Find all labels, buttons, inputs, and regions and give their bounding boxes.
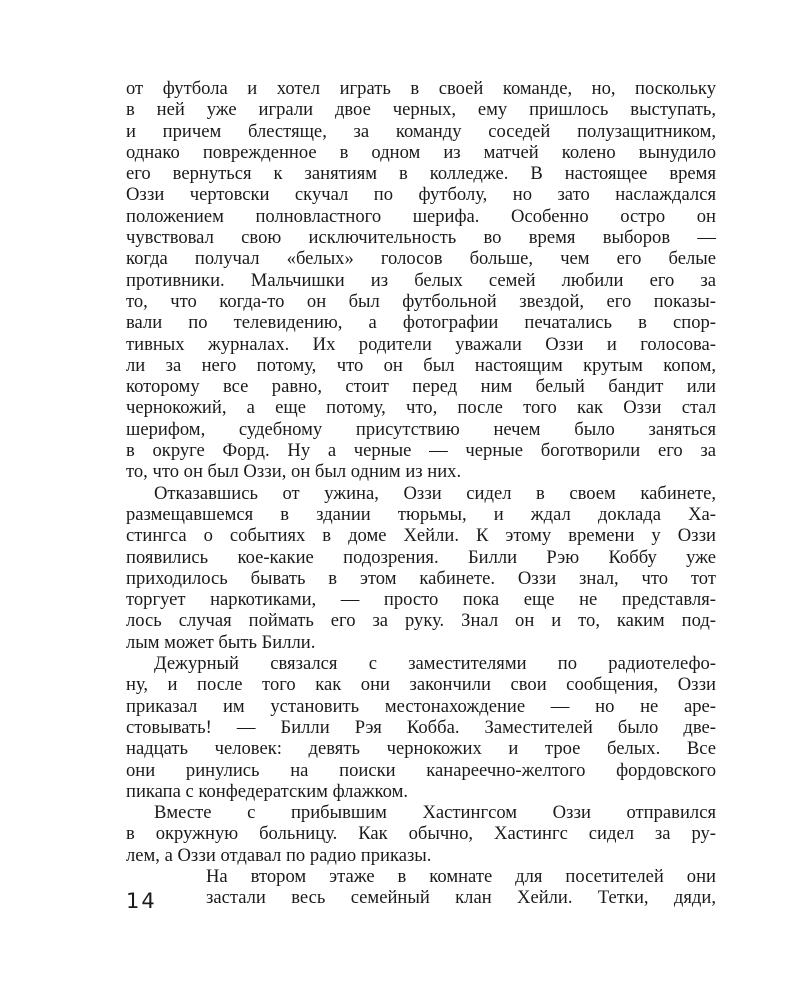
paragraph-end-line: то, что он был Оззи, он был одним из них. [126, 461, 462, 483]
text-line: в окружную больницу. Как обычно, Хастингс сидел за ру- [126, 823, 716, 845]
text-line: тивных журналах. Их родители уважали Оззи и голосова- [126, 333, 716, 355]
text-line: когда получал «белых» голосов больше, чем его белые [126, 248, 716, 270]
paragraph-end-line: лым может быть Билли. [126, 631, 316, 653]
text-line: в ней уже играли двое черных, ему пришлось выступать, [126, 99, 716, 121]
text-line: размещавшемся в здании тюрьмы, и ждал доклада Ха- [126, 503, 716, 525]
text-line: приказал им установить местонахождение — но не аре- [126, 695, 716, 717]
text-line: вали по телевидению, а фотографии печатались в спор- [126, 312, 716, 334]
text-line: его вернуться к занятиям в колледже. В настоящее время [126, 163, 716, 185]
paragraph-start-line: На втором этаже в комнате для посетителей они [206, 865, 716, 887]
text-line: стингса о событиях в доме Хейли. К этому времени у Оззи [126, 525, 716, 547]
text-line: чувствовал свою исключительность во время выборов — [126, 227, 716, 249]
text-line: ну, и после того как они закончили свои сообщения, Оззи [126, 674, 716, 696]
text-line: надцать человек: девять чернокожих и трое белых. Все [126, 738, 716, 760]
paragraph-start-line: Отказавшись от ужина, Оззи сидел в своем кабинете, [154, 482, 716, 504]
text-line: приходилось бывать в этом кабинете. Оззи знал, что тот [126, 567, 716, 589]
text-line: застали весь семейный клан Хейли. Тетки, дяди, [206, 887, 716, 909]
paragraph-start-line: Вместе с прибывшим Хастингсом Оззи отправился [154, 802, 716, 824]
paragraph-start-line: Дежурный связался с заместителями по радиотелефо- [154, 653, 716, 675]
text-line: от футбола и хотел играть в своей команде, но, поскольку [126, 78, 716, 99]
text-line: Оззи чертовски скучал по футболу, но зато наслаждался [126, 184, 716, 206]
page-number: 14 [126, 889, 157, 913]
text-line: в округе Форд. Ну а черные — черные боготворили его за [126, 440, 716, 462]
text-line: противники. Мальчишки из белых семей любили его за [126, 269, 716, 291]
text-line: появились кое-какие подозрения. Билли Рэю Коббу уже [126, 546, 716, 568]
text-line: стовывать! — Билли Рэя Кобба. Заместителей было две- [126, 716, 716, 738]
paragraph-end-line: пикапа с конфедератским флажком. [126, 780, 409, 802]
text-line: торгует наркотиками, — просто пока еще не представля- [126, 589, 716, 611]
text-line: шерифом, судебному присутствию нечем было заняться [126, 418, 716, 440]
text-line: лось случая поймать его за руку. Знал он и то, каким под- [126, 610, 716, 632]
text-line: которому все равно, стоит перед ним белый бандит или [126, 376, 716, 398]
body-text [126, 78, 716, 909]
text-line: положением полновластного шерифа. Особенно остро он [126, 205, 716, 227]
text-line: и причем блестяще, за команду соседей полузащитником, [126, 120, 716, 142]
text-line: однако поврежденное в одном из матчей колено вынудило [126, 141, 716, 163]
text-line: они ринулись на поиски канареечно-желтого фордовского [126, 759, 716, 781]
text-line: то, что когда-то он был футбольной звездой, его показы- [126, 290, 716, 312]
paragraph-end-line: лем, а Оззи отдавал по радио приказы. [126, 844, 432, 866]
text-line: ли за него потому, что он был настоящим крутым копом, [126, 354, 716, 376]
text-line: чернокожий, а еще потому, что, после того как Оззи стал [126, 397, 716, 419]
